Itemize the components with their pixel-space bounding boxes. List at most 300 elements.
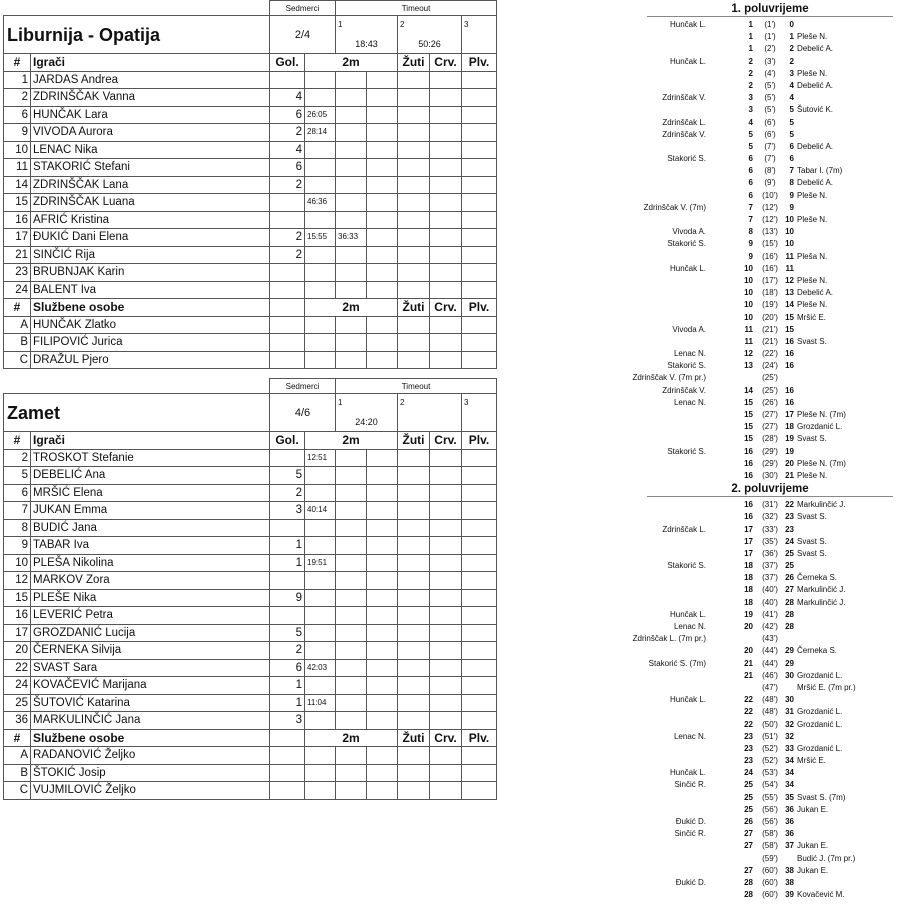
event-minute: (2'): [764, 44, 776, 54]
away-scorer: Grozdanić L.: [797, 743, 843, 753]
event-minute: (47'): [762, 682, 778, 692]
player-goals: 1: [270, 537, 305, 555]
event-minute: (16'): [762, 251, 778, 261]
home-score: 6: [748, 154, 753, 164]
player-goals: 2: [270, 229, 305, 247]
yellow-card: [398, 554, 430, 572]
yellow-card: [398, 502, 430, 520]
away-scorer: Tabar I. (7m): [797, 166, 843, 176]
empty-cell: [398, 764, 430, 782]
event-minute: (60'): [762, 877, 778, 887]
red-card: [430, 124, 462, 142]
red-header: Crv.: [430, 299, 462, 317]
player-row: [4, 159, 497, 177]
away-score: 31: [785, 707, 794, 717]
blue-header: Plv.: [462, 54, 497, 72]
red-card: [430, 229, 462, 247]
event-row: [647, 458, 893, 470]
empty-cell: [367, 334, 398, 352]
event-minute: (37'): [762, 573, 778, 583]
event-row: [647, 597, 893, 609]
home-scorer: Zdrinščak V. (7m): [643, 202, 706, 212]
event-row: [647, 755, 893, 767]
blue-card: [462, 89, 497, 107]
empty-cell: [305, 782, 336, 800]
suspension-2: [336, 264, 367, 282]
suspension-2: [336, 502, 367, 520]
player-goals: [270, 607, 305, 625]
player-name: MARKOV Zora: [31, 572, 270, 590]
empty-cell: [367, 764, 398, 782]
suspension-1: [305, 141, 336, 159]
suspension-2: [336, 624, 367, 642]
player-row: [4, 246, 497, 264]
event-minute: (21'): [762, 336, 778, 346]
team-header-row: [4, 16, 497, 54]
event-row: [647, 706, 893, 718]
suspension-3: [367, 467, 398, 485]
timeout-number: 2: [400, 398, 405, 407]
home-score: 6: [748, 166, 753, 176]
timeout-cell: [462, 16, 497, 54]
away-scorer: Pleše N. (7m): [797, 458, 846, 468]
timeout-number: 1: [338, 20, 343, 29]
event-minute: (17'): [762, 275, 778, 285]
event-minute: (35'): [762, 536, 778, 546]
event-minute: (7'): [764, 141, 776, 151]
home-score: 7: [748, 215, 753, 224]
home-score: 16: [744, 470, 753, 480]
event-row: [647, 299, 893, 311]
player-number: 9: [4, 124, 31, 142]
empty-cell: [270, 334, 305, 352]
suspension-3: [367, 449, 398, 467]
player-number: 16: [4, 607, 31, 625]
official-letter: C: [4, 351, 31, 369]
yellow-card: [398, 537, 430, 555]
away-score: 38: [785, 865, 794, 875]
empty-cell: [430, 316, 462, 334]
away-score: 16: [785, 397, 794, 407]
player-name: ĐUKIĆ Dani Elena: [31, 229, 270, 247]
sedmerci-value: 4/6: [270, 394, 336, 432]
away-score: 32: [785, 719, 794, 729]
home-score: 1: [748, 20, 753, 29]
player-row: [4, 194, 497, 212]
empty-cell: [462, 747, 497, 765]
home-score: 10: [744, 300, 753, 310]
suspension-1: [305, 572, 336, 590]
empty-cell: [270, 351, 305, 369]
blue-card: [462, 572, 497, 590]
player-name: PLEŠE Nika: [31, 589, 270, 607]
official-row: [4, 782, 497, 800]
player-number: 10: [4, 554, 31, 572]
away-score: 7: [789, 166, 794, 176]
event-minute: (6'): [764, 117, 776, 127]
player-row: [4, 519, 497, 537]
blue-card: [462, 467, 497, 485]
suspension-2: [336, 246, 367, 264]
player-number: 22: [4, 659, 31, 677]
suspension-3: [367, 71, 398, 89]
home-score: 17: [744, 536, 753, 546]
event-row: [647, 804, 893, 816]
column-header-row: [4, 299, 497, 317]
away-scorer: Grozdanić L.: [797, 422, 843, 432]
event-minute: (48'): [762, 695, 778, 705]
sedmerci-label: Sedmerci: [270, 1, 336, 16]
event-minute: (22'): [762, 349, 778, 359]
player-number: 12: [4, 572, 31, 590]
yellow-card: [398, 124, 430, 142]
away-scorer: Debelić A.: [797, 44, 834, 54]
yellow-header: Žuti: [398, 299, 430, 317]
event-minute: (33'): [762, 524, 778, 534]
away-score: 4: [789, 93, 794, 103]
event-row: [647, 877, 893, 889]
away-score: 1: [789, 32, 794, 42]
away-score: 34: [785, 780, 794, 790]
player-row: [4, 176, 497, 194]
player-goals: [270, 519, 305, 537]
player-goals: 4: [270, 89, 305, 107]
away-scorer: Mršić E. (7m pr.): [797, 682, 856, 692]
event-row: [647, 645, 893, 657]
away-score: 23: [785, 512, 794, 522]
empty-cell: [270, 747, 305, 765]
event-row: [647, 31, 893, 43]
official-name: RADANOVIĆ Željko: [31, 747, 270, 765]
suspension-3: [367, 484, 398, 502]
away-score: 22: [785, 500, 794, 510]
event-minute: (6'): [764, 129, 776, 139]
yellow-card: [398, 106, 430, 124]
away-scorer: Jukan E.: [797, 865, 829, 875]
player-goals: 3: [270, 712, 305, 730]
home-score: 10: [744, 263, 753, 273]
player-number: 8: [4, 519, 31, 537]
away-scorer: Pleše N.: [797, 470, 828, 480]
home-score: 18: [744, 597, 753, 607]
official-letter: A: [4, 316, 31, 334]
home-score: 13: [744, 361, 753, 371]
suspension-3: [367, 211, 398, 229]
away-score: 12: [785, 275, 794, 285]
player-number: 36: [4, 712, 31, 730]
home-score: 27: [744, 841, 753, 851]
event-row: [647, 743, 893, 755]
event-minute: (48'): [762, 707, 778, 717]
event-row: [647, 731, 893, 743]
away-score: 8: [789, 178, 794, 188]
suspension-2: [336, 467, 367, 485]
suspension-2: [336, 554, 367, 572]
away-score: 39: [785, 890, 794, 900]
timeout-time: 24:20: [355, 417, 378, 427]
yellow-card: [398, 572, 430, 590]
event-minute: (20'): [762, 312, 778, 322]
away-score: 17: [785, 410, 794, 419]
yellow-card: [398, 659, 430, 677]
suspension-2: [336, 572, 367, 590]
official-row: [4, 764, 497, 782]
player-name: KOVAČEVIĆ Marijana: [31, 677, 270, 695]
away-score: 32: [785, 731, 794, 741]
red-card: [430, 659, 462, 677]
home-score: 16: [744, 500, 753, 510]
suspension-1: 46:36: [305, 194, 336, 212]
home-score: 19: [744, 609, 753, 619]
player-row: [4, 537, 497, 555]
empty-cell: [305, 351, 336, 369]
event-minute: (32'): [762, 512, 778, 522]
event-minute: (56'): [762, 817, 778, 826]
suspension-3: [367, 89, 398, 107]
home-score: 23: [744, 756, 753, 766]
suspension-3: [367, 159, 398, 177]
red-card: [430, 712, 462, 730]
event-row: [647, 117, 893, 129]
away-scorer: Pleše N.: [797, 215, 828, 224]
home-score: 16: [744, 458, 753, 468]
home-score: 18: [744, 573, 753, 583]
event-row: [647, 548, 893, 560]
event-minute: (52'): [762, 743, 778, 753]
player-number: 21: [4, 246, 31, 264]
player-name: AFRIĆ Kristina: [31, 211, 270, 229]
home-score: 25: [744, 792, 753, 802]
event-minute: (5'): [764, 105, 776, 115]
player-row: [4, 124, 497, 142]
event-minute: (29'): [762, 458, 778, 468]
event-row: [647, 129, 893, 141]
blue-card: [462, 642, 497, 660]
player-goals: 9: [270, 589, 305, 607]
player-row: [4, 211, 497, 229]
home-score: 22: [744, 695, 753, 705]
event-minute: (44'): [762, 658, 778, 668]
home-score: 14: [744, 385, 753, 395]
suspension-3: [367, 264, 398, 282]
half-section: [632, 482, 893, 901]
player-name: MRŠIĆ Elena: [31, 484, 270, 502]
home-score: 28: [744, 877, 753, 887]
event-minute: (18'): [762, 288, 778, 298]
player-row: [4, 281, 497, 299]
event-row: [647, 360, 893, 372]
event-minute: (7'): [764, 154, 776, 164]
suspension-1: 42:03: [305, 659, 336, 677]
event-row: [647, 177, 893, 189]
away-scorer: Pleše N.: [797, 275, 828, 285]
suspension-3: [367, 712, 398, 730]
home-scorer: Zdrinščak L.: [662, 117, 706, 127]
blue-card: [462, 554, 497, 572]
official-row: [4, 351, 497, 369]
blue-card: [462, 694, 497, 712]
event-row: [647, 190, 893, 202]
home-score: 6: [748, 190, 753, 200]
suspension-2: [336, 449, 367, 467]
suspension-1: [305, 89, 336, 107]
empty-cell: [462, 764, 497, 782]
red-card: [430, 642, 462, 660]
red-card: [430, 572, 462, 590]
player-goals: [270, 194, 305, 212]
home-scorer: Lenac N.: [673, 731, 706, 741]
home-score: 12: [744, 349, 753, 359]
away-scorer: Černeka S.: [797, 646, 838, 656]
away-score: 10: [785, 227, 794, 237]
away-score: 20: [785, 458, 794, 468]
red-card: [430, 71, 462, 89]
home-scorer: Stakorić S.: [667, 154, 706, 164]
suspension-3: [367, 281, 398, 299]
player-number: 24: [4, 677, 31, 695]
suspension-1: [305, 519, 336, 537]
empty-cell: [270, 782, 305, 800]
event-minute: (10'): [762, 190, 778, 200]
away-scorer: Pleše N.: [797, 300, 828, 310]
yellow-card: [398, 467, 430, 485]
away-scorer: Svast S.: [797, 512, 827, 522]
player-name: BALENT Iva: [31, 281, 270, 299]
event-minute: (24'): [762, 361, 778, 371]
empty-cell: [462, 316, 497, 334]
player-goals: 1: [270, 554, 305, 572]
player-goals: [270, 211, 305, 229]
suspension-3: [367, 694, 398, 712]
timeout-label: Timeout: [336, 1, 497, 16]
home-score: 23: [744, 731, 753, 741]
blue-card: [462, 502, 497, 520]
away-scorer: Debelić A.: [797, 178, 834, 188]
player-row: [4, 607, 497, 625]
away-scorer: Šutović K.: [797, 105, 834, 115]
red-card: [430, 449, 462, 467]
empty-cell: [462, 782, 497, 800]
event-row: [647, 275, 893, 287]
player-row: [4, 694, 497, 712]
away-score: 6: [789, 154, 794, 164]
yellow-card: [398, 194, 430, 212]
blue-card: [462, 712, 497, 730]
away-scorer: Grozdanić L.: [797, 719, 843, 729]
player-number: 5: [4, 467, 31, 485]
away-score: 3: [789, 68, 794, 78]
suspension-2: [336, 537, 367, 555]
home-score: 9: [748, 251, 753, 261]
event-minute: (26'): [762, 397, 778, 407]
player-name: PLEŠA Nikolina: [31, 554, 270, 572]
suspension-1: 12:51: [305, 449, 336, 467]
home-score: 15: [744, 410, 753, 419]
event-minute: (13'): [762, 227, 778, 237]
red-card: [430, 176, 462, 194]
away-score: 28: [785, 622, 794, 631]
suspension-3: [367, 642, 398, 660]
player-number: 15: [4, 589, 31, 607]
player-row: [4, 642, 497, 660]
event-row: [647, 385, 893, 397]
name-header: Igrači: [31, 432, 270, 450]
home-scorer: Zdrinščak V.: [662, 129, 706, 139]
home-score: 2: [748, 80, 753, 90]
timeout-number: 2: [400, 20, 405, 29]
player-goals: 4: [270, 141, 305, 159]
player-name: LEVERIĆ Petra: [31, 607, 270, 625]
event-row: [647, 263, 893, 275]
event-minute: (60'): [762, 890, 778, 900]
away-score: 36: [785, 829, 794, 839]
red-header: Crv.: [430, 729, 462, 747]
yellow-card: [398, 141, 430, 159]
suspension-3: [367, 659, 398, 677]
suspension-3: [367, 589, 398, 607]
away-score: 33: [785, 743, 794, 753]
blue-card: [462, 106, 497, 124]
home-scorer: Stakorić S.: [667, 239, 706, 249]
empty-cell: [305, 747, 336, 765]
event-row: [647, 524, 893, 536]
player-name: BRUBNJAK Karin: [31, 264, 270, 282]
home-scorer: Hunčak L.: [669, 20, 706, 29]
player-goals: 2: [270, 246, 305, 264]
away-scorer: Svast S.: [797, 434, 827, 444]
red-card: [430, 537, 462, 555]
suspension-1: [305, 264, 336, 282]
suspension-1: [305, 677, 336, 695]
suspension-3: [367, 677, 398, 695]
event-minute: (44'): [762, 646, 778, 656]
suspension-1: 15:55: [305, 229, 336, 247]
home-score: 8: [748, 227, 753, 237]
timeout-time: 18:43: [355, 39, 378, 49]
suspension-2: [336, 176, 367, 194]
away-score: 29: [785, 646, 794, 656]
event-row: [647, 828, 893, 840]
blue-card: [462, 176, 497, 194]
event-row: [632, 372, 893, 384]
player-number: 14: [4, 176, 31, 194]
event-row: [647, 470, 893, 482]
suspension-3: [367, 572, 398, 590]
suspension-3: [367, 176, 398, 194]
home-score: 27: [744, 865, 753, 875]
empty-cell: [367, 782, 398, 800]
blue-card: [462, 659, 497, 677]
player-name: ZDRINŠČAK Lana: [31, 176, 270, 194]
yellow-card: [398, 589, 430, 607]
player-number: 20: [4, 642, 31, 660]
player-goals: [270, 71, 305, 89]
away-score: 24: [785, 536, 794, 546]
player-row: [4, 467, 497, 485]
stats-table: [3, 378, 497, 800]
suspension-1: [305, 176, 336, 194]
red-card: [430, 89, 462, 107]
away-score: 30: [785, 695, 794, 705]
red-card: [430, 484, 462, 502]
home-score: 26: [744, 817, 753, 826]
player-name: MARKULINČIĆ Jana: [31, 712, 270, 730]
goals-header: [270, 299, 305, 317]
away-score: 15: [785, 312, 794, 322]
player-name: ŠUTOVIĆ Katarina: [31, 694, 270, 712]
red-card: [430, 677, 462, 695]
event-row: [647, 682, 893, 694]
